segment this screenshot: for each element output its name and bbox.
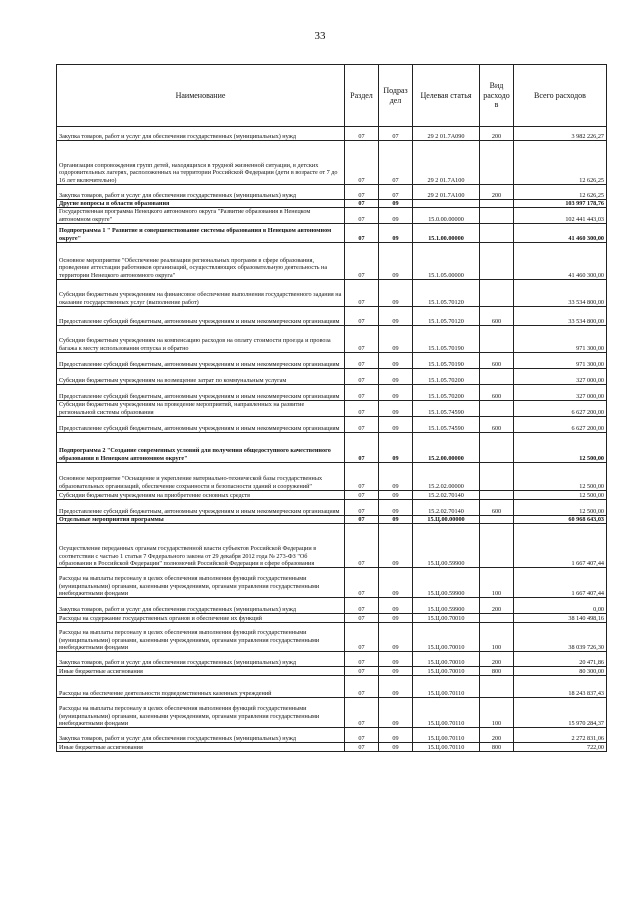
row-name-cell: Закупка товаров, работ и услуг для обеспечения государственных (муниципальных) нужд [57,728,345,743]
row-subsection-cell: 09 [379,279,413,306]
row-total-cell: 15 970 284,37 [514,698,607,728]
table-row [57,279,607,306]
row-total-cell: 12 500,00 [514,462,607,490]
table-row [57,524,607,568]
row-section-cell: 07 [345,384,379,400]
row-name-cell: Иные бюджетные ассигнования [57,743,345,752]
row-section-cell: 07 [345,462,379,490]
row-name-cell: Закупка товаров, работ и услуг для обеспечения государственных (муниципальных) нужд [57,598,345,614]
header-kind: Вид расходо в [480,65,514,127]
row-target-cell: 15.1.05.00000 [413,242,480,279]
row-target-cell: 15.2.00.00000 [413,432,480,462]
row-section-cell: 07 [345,667,379,676]
row-target-cell: 15.1.05.70190 [413,352,480,368]
row-total-cell: 327 000,00 [514,384,607,400]
row-target-cell [413,200,480,208]
table-row [57,652,607,667]
table-row [57,614,607,623]
row-total-cell: 33 534 800,00 [514,306,607,325]
table-row [57,432,607,462]
row-section-cell: 07 [345,728,379,743]
row-total-cell: 2 272 831,06 [514,728,607,743]
row-total-cell: 327 000,00 [514,368,607,384]
row-total-cell: 971 300,00 [514,325,607,352]
row-total-cell: 1 667 407,44 [514,524,607,568]
row-target-cell: 15.Ц.00.70010 [413,667,480,676]
row-total-cell: 38 039 726,30 [514,623,607,652]
row-subsection-cell: 09 [379,623,413,652]
row-section-cell: 07 [345,306,379,325]
row-target-cell: 15.2.02.00000 [413,462,480,490]
row-target-cell: 15.Ц.00.70110 [413,743,480,752]
row-section-cell: 07 [345,524,379,568]
row-subsection-cell: 09 [379,352,413,368]
row-subsection-cell: 09 [379,728,413,743]
row-section-cell: 07 [345,185,379,200]
row-kind-cell [480,490,514,499]
table-row [57,368,607,384]
row-subsection-cell: 07 [379,127,413,141]
table-row [57,223,607,242]
row-section-cell: 07 [345,127,379,141]
row-total-cell: 38 140 498,16 [514,614,607,623]
table-row [57,598,607,614]
row-target-cell: 15.Ц.00.70110 [413,728,480,743]
row-kind-cell [480,223,514,242]
row-section-cell: 07 [345,698,379,728]
row-subsection-cell: 07 [379,141,413,185]
row-kind-cell: 600 [480,306,514,325]
row-subsection-cell: 09 [379,242,413,279]
row-section-cell: 07 [345,652,379,667]
row-kind-cell [480,515,514,523]
row-target-cell: 15.1.05.70120 [413,279,480,306]
row-kind-cell [480,242,514,279]
row-section-cell: 07 [345,368,379,384]
row-subsection-cell: 09 [379,306,413,325]
row-name-cell: Расходы на выплаты персоналу в целях обеспечения выполнения функций государственными (муниципальными) органами, казенными учреждениями, органами управления государственными внебюджетными фондами [57,568,345,598]
row-name-cell: Закупка товаров, работ и услуг для обеспечения государственных (муниципальных) нужд [57,127,345,141]
row-name-cell: Предоставление субсидий бюджетным, автономным учреждениям и иным некоммерческим организациям [57,416,345,432]
row-name-cell: Субсидии бюджетным учреждениям на проведение мероприятий, направленных на развитие региональной системы образования [57,400,345,416]
row-subsection-cell: 07 [379,185,413,200]
table-row [57,490,607,499]
row-target-cell: 15.1.05.70200 [413,384,480,400]
row-section-cell: 07 [345,515,379,523]
row-name-cell: Основное мероприятие "Оснащение и укрепление материально-технической базы государственных образовательных организаций, обеспечение сохранности и безопасности зданий и сооружений" [57,462,345,490]
header-section: Раздел [345,65,379,127]
row-kind-cell [480,462,514,490]
table-row [57,515,607,523]
row-kind-cell [480,208,514,224]
row-kind-cell [480,524,514,568]
row-target-cell: 29 2 01.7А100 [413,141,480,185]
row-subsection-cell: 09 [379,598,413,614]
row-subsection-cell: 09 [379,416,413,432]
row-section-cell: 07 [345,223,379,242]
row-kind-cell: 200 [480,728,514,743]
header-name: Наименование [57,65,345,127]
row-subsection-cell: 09 [379,223,413,242]
row-total-cell: 33 534 800,00 [514,279,607,306]
row-kind-cell: 800 [480,667,514,676]
row-target-cell: 15.0.00.00000 [413,208,480,224]
row-name-cell: Подпрограмма 1 " Развитие и совершенствование системы образования в Ненецком автономном округе" [57,223,345,242]
row-section-cell: 07 [345,279,379,306]
table-row [57,400,607,416]
row-subsection-cell: 09 [379,400,413,416]
row-section-cell: 07 [345,416,379,432]
row-kind-cell: 100 [480,623,514,652]
row-name-cell: Осуществление переданных органам государственной власти субъектов Российской Федерации в соответствии с частью 1 статьи 7 Федерального закона от 29 декабря 2012 года № 273-ФЗ "Об образовании в Российской Федерации" полномочий Российской Федерации в сфере образования [57,524,345,568]
row-total-cell: 41 460 300,00 [514,242,607,279]
table-row [57,667,607,676]
table-row [57,676,607,698]
row-name-cell: Организация сопровождения групп детей, находящихся в трудной жизненной ситуации, в детских оздоровительных лагерях, расположенных на территории Российской Федерации (дети в возрасте от 7 до 16 лет включительно) [57,141,345,185]
row-total-cell: 12 626,25 [514,185,607,200]
row-subsection-cell: 09 [379,499,413,515]
table-row [57,462,607,490]
row-name-cell: Предоставление субсидий бюджетным, автономным учреждениям и иным некоммерческим организациям [57,384,345,400]
row-target-cell: 29 2 01.7А100 [413,185,480,200]
row-total-cell: 20 471,86 [514,652,607,667]
row-section-cell: 07 [345,352,379,368]
row-subsection-cell: 09 [379,462,413,490]
table-row [57,416,607,432]
row-total-cell: 60 968 643,03 [514,515,607,523]
row-section-cell: 07 [345,676,379,698]
page-number: 33 [314,30,326,42]
row-subsection-cell: 09 [379,667,413,676]
row-name-cell: Подпрограмма 2 "Создание современных условий для получения общедоступного качественного образования в Ненецком автономном округе" [57,432,345,462]
row-name-cell: Субсидии бюджетным учреждениям на компенсацию расходов на оплату стоимости проезда и провоза багажа к месту использования отпуска и обратно [57,325,345,352]
row-total-cell: 18 243 837,43 [514,676,607,698]
table-row [57,728,607,743]
row-name-cell: Расходы на обеспечение деятельности подведомственных казенных учреждений [57,676,345,698]
row-kind-cell [480,368,514,384]
row-name-cell: Предоставление субсидий бюджетным, автономным учреждениям и иным некоммерческим организациям [57,499,345,515]
row-subsection-cell: 09 [379,368,413,384]
row-name-cell: Предоставление субсидий бюджетным, автономным учреждениям и иным некоммерческим организациям [57,352,345,368]
row-target-cell: 15.1.05.74590 [413,400,480,416]
row-target-cell: 15.Ц.00.70010 [413,614,480,623]
row-name-cell: Субсидии бюджетным учреждениям на возмещение затрат по коммунальным услугам [57,368,345,384]
table-row [57,499,607,515]
row-total-cell: 0,00 [514,598,607,614]
row-kind-cell [480,279,514,306]
row-kind-cell: 100 [480,568,514,598]
row-section-cell: 07 [345,743,379,752]
row-name-cell: Предоставление субсидий бюджетным, автономным учреждениям и иным некоммерческим организациям [57,306,345,325]
row-name-cell: Иные бюджетные ассигнования [57,667,345,676]
header-subsection: Подраз дел [379,65,413,127]
row-subsection-cell: 09 [379,676,413,698]
table-row [57,623,607,652]
row-target-cell: 15.Ц.00.59900 [413,524,480,568]
row-name-cell: Закупка товаров, работ и услуг для обеспечения государственных (муниципальных) нужд [57,185,345,200]
row-kind-cell [480,325,514,352]
row-total-cell: 3 982 226,27 [514,127,607,141]
row-target-cell: 15.Ц.00.70010 [413,623,480,652]
row-kind-cell [480,400,514,416]
row-subsection-cell: 09 [379,490,413,499]
row-target-cell: 15.Ц.00.00000 [413,515,480,523]
row-section-cell: 07 [345,208,379,224]
row-section-cell: 07 [345,490,379,499]
row-target-cell: 15.Ц.00.59900 [413,568,480,598]
row-subsection-cell: 09 [379,614,413,623]
row-kind-cell: 200 [480,185,514,200]
table-row [57,200,607,208]
table-row [57,384,607,400]
row-kind-cell: 600 [480,416,514,432]
row-kind-cell: 600 [480,352,514,368]
table-row [57,127,607,141]
table-row [57,568,607,598]
table-row [57,185,607,200]
row-total-cell: 102 441 443,03 [514,208,607,224]
row-section-cell: 07 [345,614,379,623]
table-row [57,352,607,368]
row-section-cell: 07 [345,623,379,652]
row-kind-cell [480,200,514,208]
row-total-cell: 103 997 178,76 [514,200,607,208]
row-subsection-cell: 09 [379,515,413,523]
row-target-cell: 15.Ц.00.59900 [413,598,480,614]
row-section-cell: 07 [345,141,379,185]
row-section-cell: 07 [345,568,379,598]
row-kind-cell [480,614,514,623]
row-total-cell: 6 627 200,00 [514,416,607,432]
row-target-cell: 15.2.02.70140 [413,490,480,499]
row-target-cell: 15.1.05.74590 [413,416,480,432]
row-subsection-cell: 09 [379,698,413,728]
row-total-cell: 80 300,00 [514,667,607,676]
row-total-cell: 12 500,00 [514,432,607,462]
row-subsection-cell: 09 [379,652,413,667]
row-total-cell: 971 300,00 [514,352,607,368]
row-target-cell: 15.Ц.00.70110 [413,698,480,728]
row-target-cell: 15.Ц.00.70110 [413,676,480,698]
row-subsection-cell: 09 [379,200,413,208]
row-name-cell: Другие вопросы в области образования [57,200,345,208]
table-row [57,208,607,224]
header-target: Целевая статья [413,65,480,127]
row-target-cell: 15.1.05.70200 [413,368,480,384]
row-subsection-cell: 09 [379,524,413,568]
row-total-cell: 1 667 407,44 [514,568,607,598]
row-section-cell: 07 [345,200,379,208]
row-kind-cell: 200 [480,652,514,667]
row-target-cell: 15.1.05.70120 [413,306,480,325]
row-kind-cell [480,432,514,462]
row-section-cell: 07 [345,400,379,416]
row-section-cell: 07 [345,432,379,462]
table-row [57,698,607,728]
row-name-cell: Основное мероприятие "Обеспечение реализации региональных программ в сфере образования, проведение аттестации работников организаций, осуществляющих образовательную деятельность на территории Ненецкого автономного округа" [57,242,345,279]
budget-table [56,64,607,752]
table-row [57,306,607,325]
table-row [57,743,607,752]
row-section-cell: 07 [345,499,379,515]
row-kind-cell [480,676,514,698]
row-target-cell: 15.Ц.00.70010 [413,652,480,667]
row-kind-cell: 100 [480,698,514,728]
row-subsection-cell: 09 [379,384,413,400]
header-total: Всего расходов [514,65,607,127]
row-section-cell: 07 [345,242,379,279]
row-kind-cell: 200 [480,127,514,141]
row-kind-cell [480,141,514,185]
table-header-row [57,65,607,127]
row-total-cell: 12 500,00 [514,490,607,499]
row-total-cell: 41 460 300,00 [514,223,607,242]
row-name-cell: Расходы на выплаты персоналу в целях обеспечения выполнения функций государственными (муниципальными) органами, казенными учреждениями, органами управления государственными внебюджетными фондами [57,698,345,728]
row-subsection-cell: 09 [379,208,413,224]
row-kind-cell: 600 [480,499,514,515]
row-target-cell: 15.1.00.00000 [413,223,480,242]
row-total-cell: 722,00 [514,743,607,752]
row-target-cell: 15.2.02.70140 [413,499,480,515]
row-name-cell: Отдельные мероприятия программы [57,515,345,523]
table-row [57,242,607,279]
row-kind-cell: 800 [480,743,514,752]
row-name-cell: Государственная программа Ненецкого автономного округа "Развитие образования в Ненецком автономном округе" [57,208,345,224]
row-subsection-cell: 09 [379,432,413,462]
row-name-cell: Субсидии бюджетным учреждениям на финансовое обеспечение выполнения государственного задания на оказание государственных услуг (выполнение работ) [57,279,345,306]
row-subsection-cell: 09 [379,325,413,352]
row-name-cell: Субсидии бюджетным учреждениям на приобретение основных средств [57,490,345,499]
row-kind-cell: 600 [480,384,514,400]
row-name-cell: Расходы на выплаты персоналу в целях обеспечения выполнения функций государственными (муниципальными) органами, казенными учреждениями, органами управления государственными внебюджетными фондами [57,623,345,652]
row-target-cell: 15.1.05.70190 [413,325,480,352]
row-target-cell: 29 2 01.7А090 [413,127,480,141]
row-total-cell: 12 500,00 [514,499,607,515]
table-row [57,325,607,352]
row-subsection-cell: 09 [379,743,413,752]
row-section-cell: 07 [345,325,379,352]
row-name-cell: Закупка товаров, работ и услуг для обеспечения государственных (муниципальных) нужд [57,652,345,667]
row-total-cell: 6 627 200,00 [514,400,607,416]
row-section-cell: 07 [345,598,379,614]
table-row [57,141,607,185]
row-subsection-cell: 09 [379,568,413,598]
row-name-cell: Расходы на содержание государственных органов и обеспечение их функций [57,614,345,623]
row-kind-cell: 200 [480,598,514,614]
row-total-cell: 12 626,25 [514,141,607,185]
